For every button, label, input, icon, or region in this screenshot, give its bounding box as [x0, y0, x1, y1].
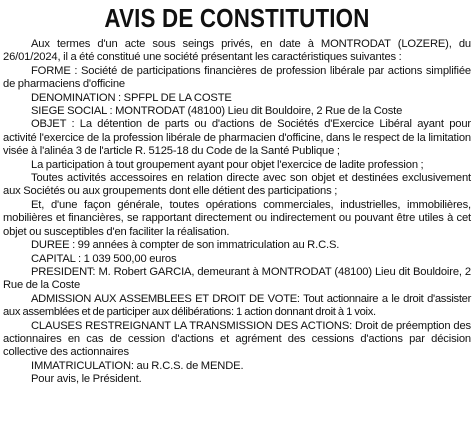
notice-body — [3, 38, 471, 387]
capital-paragraph: CAPITAL : 1 039 500,00 euros — [31, 252, 177, 265]
forme-paragraph: FORME : Société de participations financières de profession libérale par actions simplifiée de pharmaciens d'officine — [3, 64, 471, 91]
admission-paragraph: ADMISSION AUX ASSEMBLEES ET DROIT DE VOTE: Tout actionnaire a le droit d'assister aux assemblées et de participer aux délibérations: 1 action donnant droit à 1 voix. — [3, 292, 471, 319]
activites-paragraph: Toutes activités accessoires en relation directe avec son objet et destinées exclusivement aux Sociétés ou aux groupements dont elle détient des participations ; — [3, 172, 471, 198]
operations-paragraph: Et, d'une façon générale, toutes opérations commerciales, industrielles, immobilières, mobilières et financières, se rapportant directement ou indirectement ou pouvant être utiles à cet objet ou susceptibles d'en faciliter la réalisation. — [3, 198, 471, 238]
participation-paragraph: La participation à tout groupement ayant pour objet l'exercice de ladite profession ; — [31, 158, 424, 171]
intro-paragraph: Aux termes d'un acte sous seings privés, en date à MONTRODAT (LOZERE), du 26/01/2024, il a été constitué une société présentant les caractéristiques suivantes : — [3, 38, 471, 64]
denomination-paragraph: DENOMINATION : SPFPL DE LA COSTE — [31, 91, 232, 104]
siege-social-paragraph: SIEGE SOCIAL : MONTRODAT (48100) Lieu dit Bouldoire, 2 Rue de la Coste — [31, 105, 403, 118]
objet-paragraph: OBJET : La détention de parts ou d'actions de Sociétés d'Exercice Libéral ayant pour activité l'exercice de la profession libérale de pharmacien d'officine, dans le respect de la limitation visée à l'alinéa 3 de l'article R. 5125-18 du Code de la Santé Publique ; — [3, 118, 471, 158]
signature-paragraph: Pour avis, le Président. — [31, 373, 142, 386]
president-paragraph: PRESIDENT: M. Robert GARCIA, demeurant à MONTRODAT (48100) Lieu dit Bouldoire, 2 Rue de la Coste — [3, 265, 471, 292]
immatriculation-paragraph: IMMATRICULATION: au R.C.S. de MENDE. — [31, 359, 244, 372]
clauses-paragraph: CLAUSES RESTREIGNANT LA TRANSMISSION DES ACTIONS: Droit de préemption des actionnaires en cas de cession d'actions et agrément des cessions d'actions par décision collective des actionnaires — [3, 319, 471, 359]
notice-title: AVIS DE CONSTITUTION — [104, 3, 370, 33]
duree-paragraph: DUREE : 99 années à compter de son immatriculation au R.C.S. — [31, 239, 340, 252]
